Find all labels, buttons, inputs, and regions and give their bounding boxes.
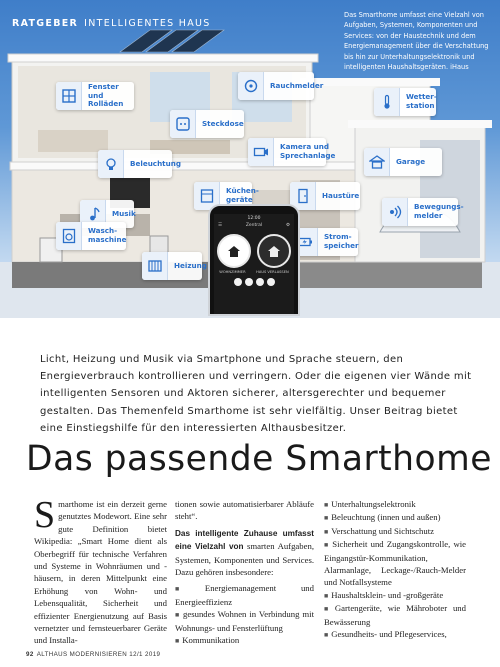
label-garage [364,148,442,176]
list-item: ■ Energiemanagement und Energieeffizienz [175,582,314,608]
list-item: ■ Kommunikation [175,634,314,647]
control-dot-icon [234,278,242,286]
label-text: Bewegungs-melder [414,202,464,220]
label-text: Steckdose [202,118,244,128]
list-item: ■ Gesundheits- und Pflegeservices, [324,628,466,641]
column-2-text: smarten Aufgaben, Systemen, Komponenten und Services. Dazu gehören insbesondere: [175,541,314,578]
phone-app-title: Zentral [245,223,263,228]
washing-machine-icon [56,222,82,250]
motion-sensor-icon [382,198,408,226]
window-icon [56,82,82,110]
label-kamera [248,138,336,166]
hamburger-icon: ☰ [218,223,223,228]
phone-time: 12:00 [247,216,261,221]
label-text: Kamera und Sprechanlage [280,142,336,160]
list-item: ■ Gartengeräte, wie Mähroboter und Bewässerung [324,602,466,628]
control-dot-icon [256,278,264,286]
label-bewegungsmelder [382,198,464,226]
rubric-category: RATGEBER [12,18,79,29]
label-heizung [142,252,207,280]
control-dot-icon [267,278,275,286]
label-stromspeicher [292,228,358,256]
list-item: ■ Verschattung und Sichtschutz [324,525,466,538]
thermometer-icon [374,88,400,116]
power-socket-icon [170,110,196,138]
label-text: Küchen-geräte [226,186,259,204]
list-item: ■ Sicherheit und Zugangskontrolle, wie Eingangstür-Kommunikation, Alarmanlage, Leckage-/Rauch-Melder und Notfallsysteme [324,538,466,589]
column-1-text: marthome ist ein derzeit gerne genutztes Modewort. Eine sehr gute Definition bietet Wikipedia: „Smart Home dient als Oberbegriff für technische Verfahren und Systeme in Wohnräumen und -häusern, in deren Mittelpunkt eine Erhöhung von Wohn- und Lebensqualität, Sicherheit und effizienter Energienutzung auf Basis vernetzter und fernsteuerbarer Geräte und Installa- [34,499,167,646]
drop-cap: S [34,494,56,536]
heating-icon [142,252,168,280]
label-haustuere [290,182,360,210]
label-text: Garage [396,156,426,166]
scene-home-icon [217,234,251,268]
label-text: Strom-speicher [324,232,359,250]
label-text: Wasch-maschine [88,226,127,244]
list-item: ■ Haushaltsklein- und -großgeräte [324,589,466,602]
label-waschmaschine [56,222,126,250]
article-column-3 [324,498,466,641]
phone-tile-labels [214,270,294,274]
label-wetterstation [374,88,436,116]
label-text: Rauchmelder [270,80,324,90]
camera-icon [248,138,274,166]
column-2-bold-lead: Das intelligente Zuhause umfasst eine Vielzahl von [175,528,314,552]
section-rubric [12,18,211,29]
article-column-1 [34,494,167,647]
control-dot-icon [245,278,253,286]
label-text: Beleuchtung [130,158,182,168]
article-headline: Das passende Smarthome [26,439,492,479]
tile-label-right: HAUS VERLASSEN [256,270,289,274]
label-text: Fenster und Rolläden [88,82,124,109]
label-steckdose [170,110,244,138]
list-item: ■ Unterhaltungselektronik [324,498,466,511]
gear-icon: ⚙ [285,223,290,228]
image-caption: Das Smarthome umfasst eine Vielzahl von Aufgaben, Systemen, Komponenten und Services: von der Haustechnik und dem Energiemanagement über die Verschattung bis hin zur Unterhaltungselektronik und intelligenten Haushaltsgeräten. iHaus [344,11,489,72]
scene-leave-icon [257,234,291,268]
column-2-paragraph-1: tionen sowie automatisierbarer Abläufe steht“. [175,499,314,522]
label-fenster [56,82,134,110]
list-item: ■ Beleuchtung (innen und außen) [324,511,466,524]
garage-icon [364,148,390,176]
label-text: Wetter-station [406,92,437,110]
smartphone [208,204,300,316]
tile-label-left: WOHNZIMMER [219,270,246,274]
label-beleuchtung [98,150,182,178]
phone-app-bar [214,221,294,230]
phone-scene-tiles [214,234,294,268]
hero-illustration [0,0,500,318]
label-rauchmelder [238,72,324,100]
column-2-list [175,582,314,647]
magazine-issue: ALTHAUS MODERNISIEREN 12/1 2019 [36,651,161,658]
smoke-detector-icon [238,72,264,100]
label-text: Haustüre [322,190,360,200]
phone-media-controls [214,278,294,286]
page-number: 92 [26,651,34,658]
page-footer [26,651,160,658]
label-text: Musik [112,208,136,218]
article-lead: Licht, Heizung und Musik via Smartphone und Sprache steuern, den Energieverbrauch kontrollieren und verringern. Oder die eigenen vier Wände mit intelligenten Sensoren und Aktoren sicherer, altersgerechter und bequemer gestalten. Das Themenfeld Smarthome ist sehr vielfältig. Unser Beitrag bietet eine Einstiegshilfe für den interessierten Althausbesitzer. [40,354,472,434]
label-text: Heizung [174,260,207,270]
smartphone-screen [214,214,294,314]
column-2-paragraph-2 [175,527,314,579]
light-bulb-icon [98,150,124,178]
column-3-list [324,498,466,641]
rubric-topic: INTELLIGENTES HAUS [84,18,211,29]
article-column-2 [175,498,314,647]
list-item: ■ gesundes Wohnen in Verbindung mit Wohnungs- und Fensterlüftung [175,608,314,634]
